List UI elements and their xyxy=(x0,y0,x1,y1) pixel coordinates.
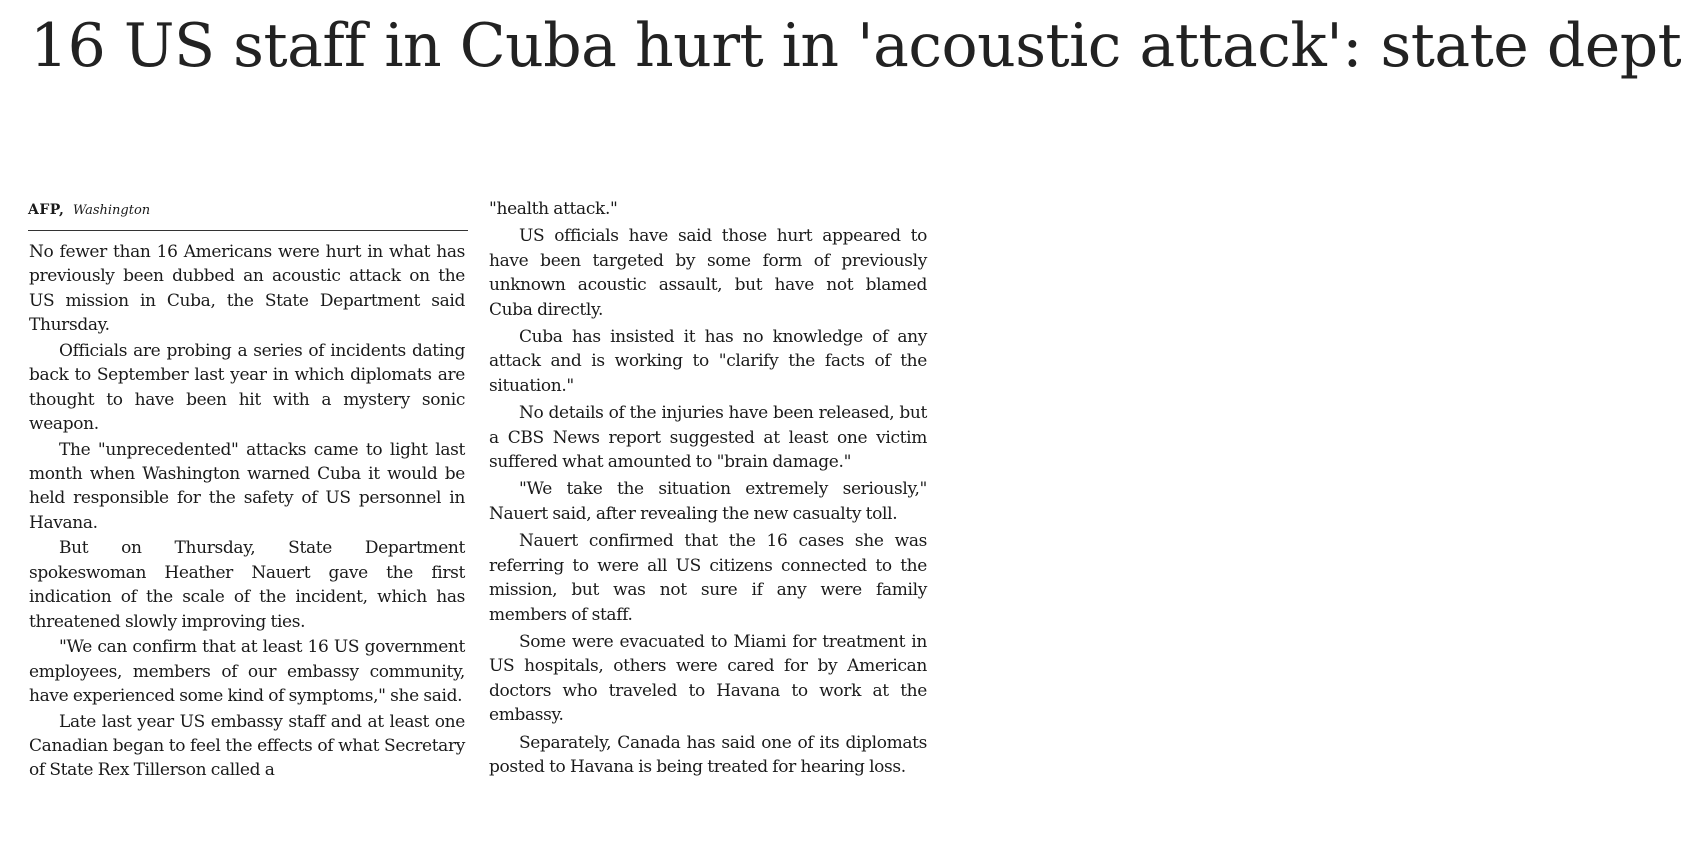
headline: 16 US staff in Cuba hurt in 'acoustic attack': state dept xyxy=(30,11,1681,81)
byline-dateline: Washington xyxy=(72,203,151,218)
paragraph: But on Thursday, State Department spokeswoman Heather Nauert gave the first indication of the scale of the incident, which has threatened slowly improving ties. xyxy=(29,538,465,632)
paragraph: US officials have said those hurt appeared to have been targeted by some form of previously unknown acoustic assault, but have not blamed Cuba directly. xyxy=(489,226,927,320)
paragraph: No fewer than 16 Americans were hurt in what has previously been dubbed an acoustic attack on the US mission in Cuba, the State Department said Thursday. xyxy=(29,242,465,336)
paragraph: The "unprecedented" attacks came to light last month when Washington warned Cuba it would be held responsible for the safety of US personnel in Havana. xyxy=(29,439,465,533)
article-column-left xyxy=(29,240,465,784)
paragraph: No details of the injuries have been released, but a CBS News report suggested at least one victim suffered what amounted to "brain damage." xyxy=(489,403,927,473)
paragraph: "We can confirm that at least 16 US government employees, members of our embassy community, have experienced some kind of symptoms," she said. xyxy=(29,637,465,707)
paragraph: Late last year US embassy staff and at least one Canadian began to feel the effects of what Secretary of State Rex Tillerson called a xyxy=(29,711,465,781)
paragraph: Officials are probing a series of incidents dating back to September last year in which diplomats are thought to have been hit with a mystery sonic weapon. xyxy=(29,340,465,435)
paragraph: Nauert confirmed that the 16 cases she was referring to were all US citizens connected to the mission, but was not sure if any were family members of staff. xyxy=(489,531,927,625)
paragraph-continuation: "health attack." xyxy=(489,199,618,219)
byline xyxy=(28,202,468,231)
byline-agency: AFP, xyxy=(28,202,65,218)
paragraph: Some were evacuated to Miami for treatment in US hospitals, others were cared for by American doctors who traveled to Havana to work at the embassy. xyxy=(489,631,927,726)
paragraph: Separately, Canada has said one of its diplomats posted to Havana is being treated for hearing loss. xyxy=(489,732,927,777)
paragraph: Cuba has insisted it has no knowledge of any attack and is working to "clarify the facts of the situation." xyxy=(489,327,927,396)
article-column-right xyxy=(489,197,927,782)
paragraph: "We take the situation extremely seriously," Nauert said, after revealing the new casualty toll. xyxy=(489,479,927,524)
